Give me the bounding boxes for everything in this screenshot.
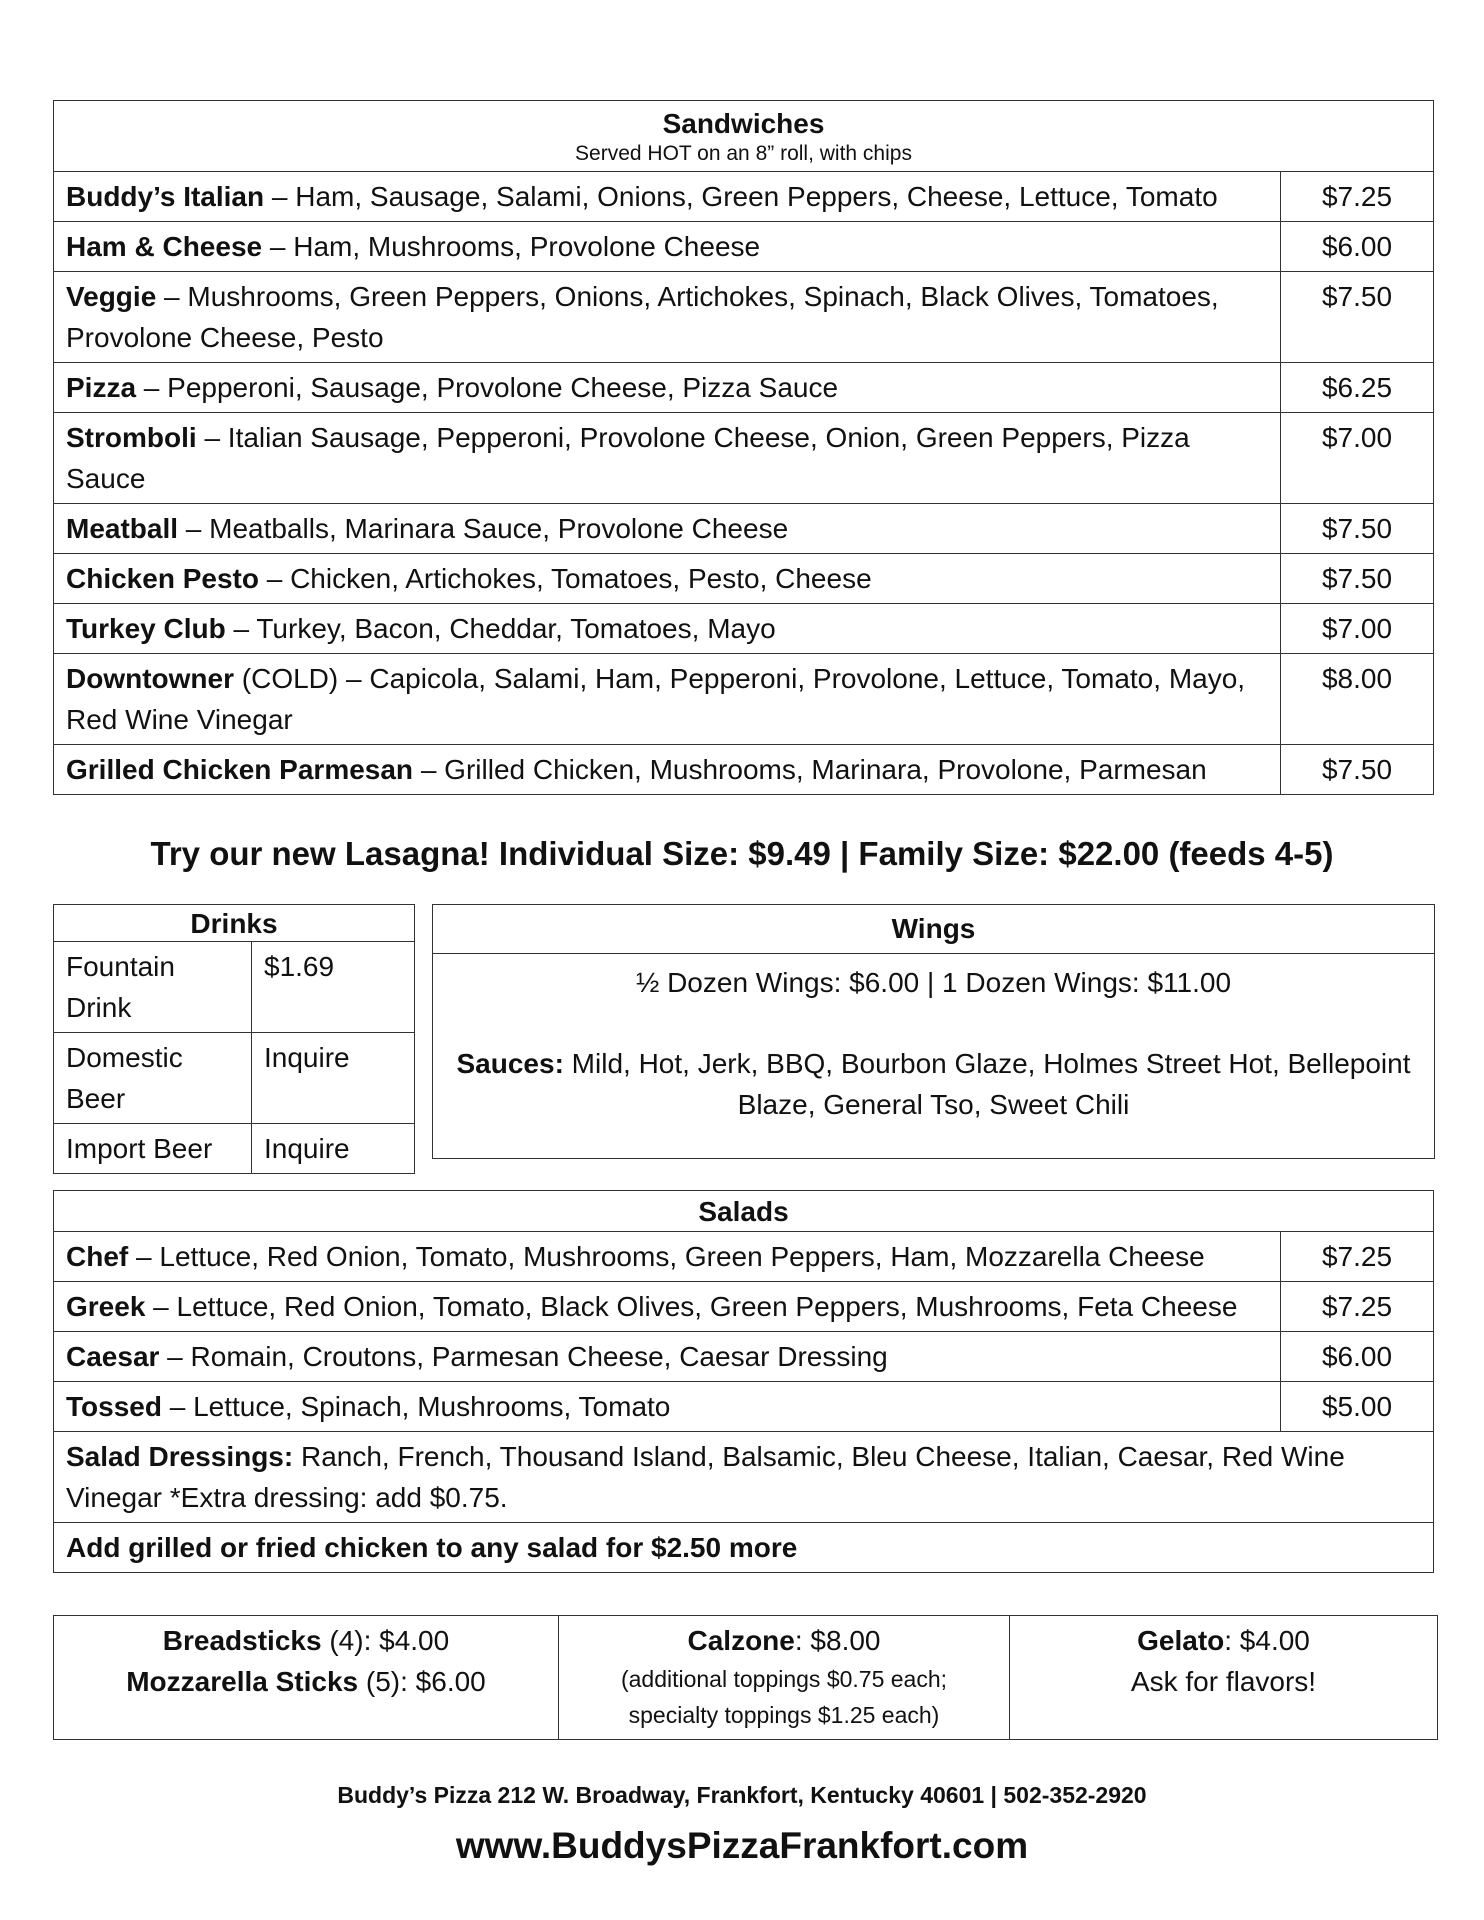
menu-item-ingredients: – Turkey, Bacon, Cheddar, Tomatoes, Mayo bbox=[225, 613, 776, 644]
drink-name: Fountain Drink bbox=[54, 942, 252, 1033]
table-row bbox=[54, 1616, 1438, 1740]
footer-address: Buddy’s Pizza 212 W. Broadway, Frankfort, Kentucky 40601 | 502-352-2920 bbox=[337, 1782, 1147, 1808]
wings-body bbox=[433, 954, 1434, 1125]
table-row bbox=[54, 363, 1434, 413]
menu-item-desc bbox=[54, 1282, 1281, 1332]
gelato-cell bbox=[1010, 1616, 1438, 1740]
menu-item-desc bbox=[54, 363, 1281, 413]
menu-item-desc bbox=[54, 745, 1281, 795]
gelato-line bbox=[1020, 1620, 1427, 1661]
menu-item-price: $6.00 bbox=[1281, 222, 1434, 272]
menu-item-ingredients: (COLD) – Capicola, Salami, Ham, Pepperoni, Provolone, Lettuce, Tomato, Mayo, Red Wine Vinegar bbox=[66, 663, 1246, 735]
table-row bbox=[54, 554, 1434, 604]
menu-item-name: Turkey Club bbox=[66, 613, 226, 644]
menu-item-ingredients: – Ham, Mushrooms, Provolone Cheese bbox=[262, 231, 761, 262]
table-row bbox=[54, 504, 1434, 554]
menu-item-price: $6.00 bbox=[1281, 1332, 1434, 1382]
menu-item-price: $5.00 bbox=[1281, 1382, 1434, 1432]
menu-item-ingredients: – Lettuce, Red Onion, Tomato, Black Olives, Green Peppers, Mushrooms, Feta Cheese bbox=[145, 1291, 1238, 1322]
menu-item-price: $7.50 bbox=[1281, 272, 1434, 363]
sandwiches-subtitle: Served HOT on an 8” roll, with chips bbox=[575, 142, 912, 165]
table-row bbox=[54, 222, 1434, 272]
breadsticks-name: Breadsticks bbox=[162, 1625, 322, 1656]
sandwiches-title: Sandwiches bbox=[662, 108, 825, 139]
menu-item-desc bbox=[54, 413, 1281, 504]
table-row bbox=[54, 413, 1434, 504]
menu-item-name: Veggie bbox=[66, 281, 157, 312]
menu-item-ingredients: – Ham, Sausage, Salami, Onions, Green Peppers, Cheese, Lettuce, Tomato bbox=[264, 181, 1218, 212]
mozzarella-name: Mozzarella Sticks bbox=[126, 1666, 359, 1697]
table-row bbox=[54, 745, 1434, 795]
drinks-table bbox=[53, 904, 415, 1174]
table-row bbox=[54, 1382, 1434, 1432]
menu-item-desc bbox=[54, 272, 1281, 363]
menu-item-name: Buddy’s Italian bbox=[66, 181, 265, 212]
menu-item-price: $7.25 bbox=[1281, 1282, 1434, 1332]
menu-item-price: $7.00 bbox=[1281, 413, 1434, 504]
gelato-price: : $4.00 bbox=[1224, 1625, 1310, 1656]
menu-item-name: Grilled Chicken Parmesan bbox=[66, 754, 414, 785]
menu-item-ingredients: – Pepperoni, Sausage, Provolone Cheese, Pizza Sauce bbox=[136, 372, 839, 403]
breadsticks-price: (4): $4.00 bbox=[321, 1625, 450, 1656]
table-row bbox=[54, 1332, 1434, 1382]
table-row bbox=[54, 942, 415, 1033]
chicken-addon-note: Add grilled or fried chicken to any salad for $2.50 more bbox=[54, 1523, 1434, 1573]
menu-item-name: Tossed bbox=[66, 1391, 162, 1422]
menu-item-ingredients: – Lettuce, Spinach, Mushrooms, Tomato bbox=[161, 1391, 671, 1422]
menu-item-price: $8.00 bbox=[1281, 654, 1434, 745]
menu-item-ingredients: – Romain, Croutons, Parmesan Cheese, Caesar Dressing bbox=[159, 1341, 888, 1372]
menu-item-desc bbox=[54, 1332, 1281, 1382]
drink-name: Import Beer bbox=[54, 1124, 252, 1174]
menu-item-name: Meatball bbox=[66, 513, 179, 544]
menu-item-desc bbox=[54, 222, 1281, 272]
menu-item-name: Chef bbox=[66, 1241, 129, 1272]
menu-item-ingredients: – Meatballs, Marinara Sauce, Provolone Cheese bbox=[178, 513, 789, 544]
salads-table bbox=[53, 1190, 1434, 1573]
menu-item-ingredients: – Mushrooms, Green Peppers, Onions, Artichokes, Spinach, Black Olives, Tomatoes, Provolone Cheese, Pesto bbox=[66, 281, 1219, 353]
menu-item-price: $7.25 bbox=[1281, 1232, 1434, 1282]
menu-item-name: Greek bbox=[66, 1291, 146, 1322]
footer-website-link[interactable]: www.BuddysPizzaFrankfort.com bbox=[455, 1825, 1029, 1866]
salad-dressings bbox=[54, 1432, 1434, 1523]
menu-item-desc bbox=[54, 654, 1281, 745]
menu-item-desc bbox=[54, 172, 1281, 222]
table-row bbox=[54, 604, 1434, 654]
menu-item-name: Pizza bbox=[66, 372, 137, 403]
calzone-line bbox=[569, 1620, 999, 1661]
menu-item-price: $7.25 bbox=[1281, 172, 1434, 222]
sandwiches-table bbox=[53, 100, 1434, 795]
menu-item-price: $7.50 bbox=[1281, 504, 1434, 554]
menu-item-name: Stromboli bbox=[66, 422, 197, 453]
calzone-name: Calzone bbox=[687, 1625, 795, 1656]
wings-title: Wings bbox=[433, 905, 1434, 954]
menu-item-price: $7.50 bbox=[1281, 745, 1434, 795]
extras-table bbox=[53, 1615, 1438, 1740]
table-row bbox=[54, 172, 1434, 222]
drink-price: Inquire bbox=[252, 1033, 415, 1124]
drink-price: $1.69 bbox=[252, 942, 415, 1033]
gelato-note: Ask for flavors! bbox=[1130, 1666, 1317, 1697]
menu-item-ingredients: – Chicken, Artichokes, Tomatoes, Pesto, Cheese bbox=[258, 563, 872, 594]
drink-price: Inquire bbox=[252, 1124, 415, 1174]
table-row bbox=[54, 1033, 415, 1124]
wings-box bbox=[432, 904, 1435, 1159]
table-row bbox=[54, 1124, 415, 1174]
table-row bbox=[54, 1282, 1434, 1332]
mozzarella-line bbox=[64, 1661, 548, 1702]
mozzarella-price: (5): $6.00 bbox=[358, 1666, 486, 1697]
gelato-name: Gelato bbox=[1137, 1625, 1225, 1656]
table-row bbox=[54, 654, 1434, 745]
menu-item-desc bbox=[54, 504, 1281, 554]
table-row bbox=[54, 1232, 1434, 1282]
sauces-list: Mild, Hot, Jerk, BBQ, Bourbon Glaze, Holmes Street Hot, Bellepoint Blaze, General Tso, Sweet Chili bbox=[563, 1048, 1411, 1120]
menu-item-name: Caesar bbox=[66, 1341, 160, 1372]
menu-item-ingredients: – Italian Sausage, Pepperoni, Provolone Cheese, Onion, Green Peppers, Pizza Sauce bbox=[66, 422, 1190, 494]
breadsticks-line bbox=[64, 1620, 548, 1661]
wings-prices: ½ Dozen Wings: $6.00 | 1 Dozen Wings: $11.00 bbox=[635, 967, 1232, 998]
menu-item-ingredients: – Lettuce, Red Onion, Tomato, Mushrooms, Green Peppers, Ham, Mozzarella Cheese bbox=[128, 1241, 1205, 1272]
dressings-list: Ranch, French, Thousand Island, Balsamic, Bleu Cheese, Italian, Caesar, Red Wine Vinegar *Extra dressing: add $0.75. bbox=[66, 1441, 1345, 1513]
menu-item-name: Ham & Cheese bbox=[66, 231, 263, 262]
calzone-cell bbox=[559, 1616, 1010, 1740]
calzone-note: (additional toppings $0.75 each; bbox=[620, 1666, 948, 1692]
menu-item-desc bbox=[54, 1232, 1281, 1282]
menu-item-name: Downtowner bbox=[66, 663, 234, 694]
menu-item-name: Chicken Pesto bbox=[66, 563, 259, 594]
menu-item-desc bbox=[54, 604, 1281, 654]
table-row bbox=[54, 1432, 1434, 1523]
menu-item-desc bbox=[54, 554, 1281, 604]
table-row bbox=[54, 1523, 1434, 1573]
menu-item-ingredients: – Grilled Chicken, Mushrooms, Marinara, Provolone, Parmesan bbox=[413, 754, 1207, 785]
drink-name: Domestic Beer bbox=[54, 1033, 252, 1124]
menu-item-desc bbox=[54, 1382, 1281, 1432]
calzone-note: specialty toppings $1.25 each) bbox=[628, 1702, 940, 1728]
sandwiches-header bbox=[54, 101, 1434, 172]
salads-title: Salads bbox=[54, 1191, 1434, 1232]
menu-item-price: $6.25 bbox=[1281, 363, 1434, 413]
drinks-title: Drinks bbox=[54, 905, 415, 942]
calzone-price: : $8.00 bbox=[794, 1625, 881, 1656]
table-row bbox=[54, 272, 1434, 363]
dressings-label: Salad Dressings: bbox=[66, 1441, 294, 1472]
menu-item-price: $7.50 bbox=[1281, 554, 1434, 604]
menu-item-price: $7.00 bbox=[1281, 604, 1434, 654]
sauces-label: Sauces: bbox=[456, 1048, 564, 1079]
lasagna-promo: Try our new Lasagna! Individual Size: $9.49 | Family Size: $22.00 (feeds 4-5) bbox=[150, 835, 1334, 872]
wings-sauces bbox=[453, 1043, 1414, 1125]
sticks-cell bbox=[54, 1616, 559, 1740]
